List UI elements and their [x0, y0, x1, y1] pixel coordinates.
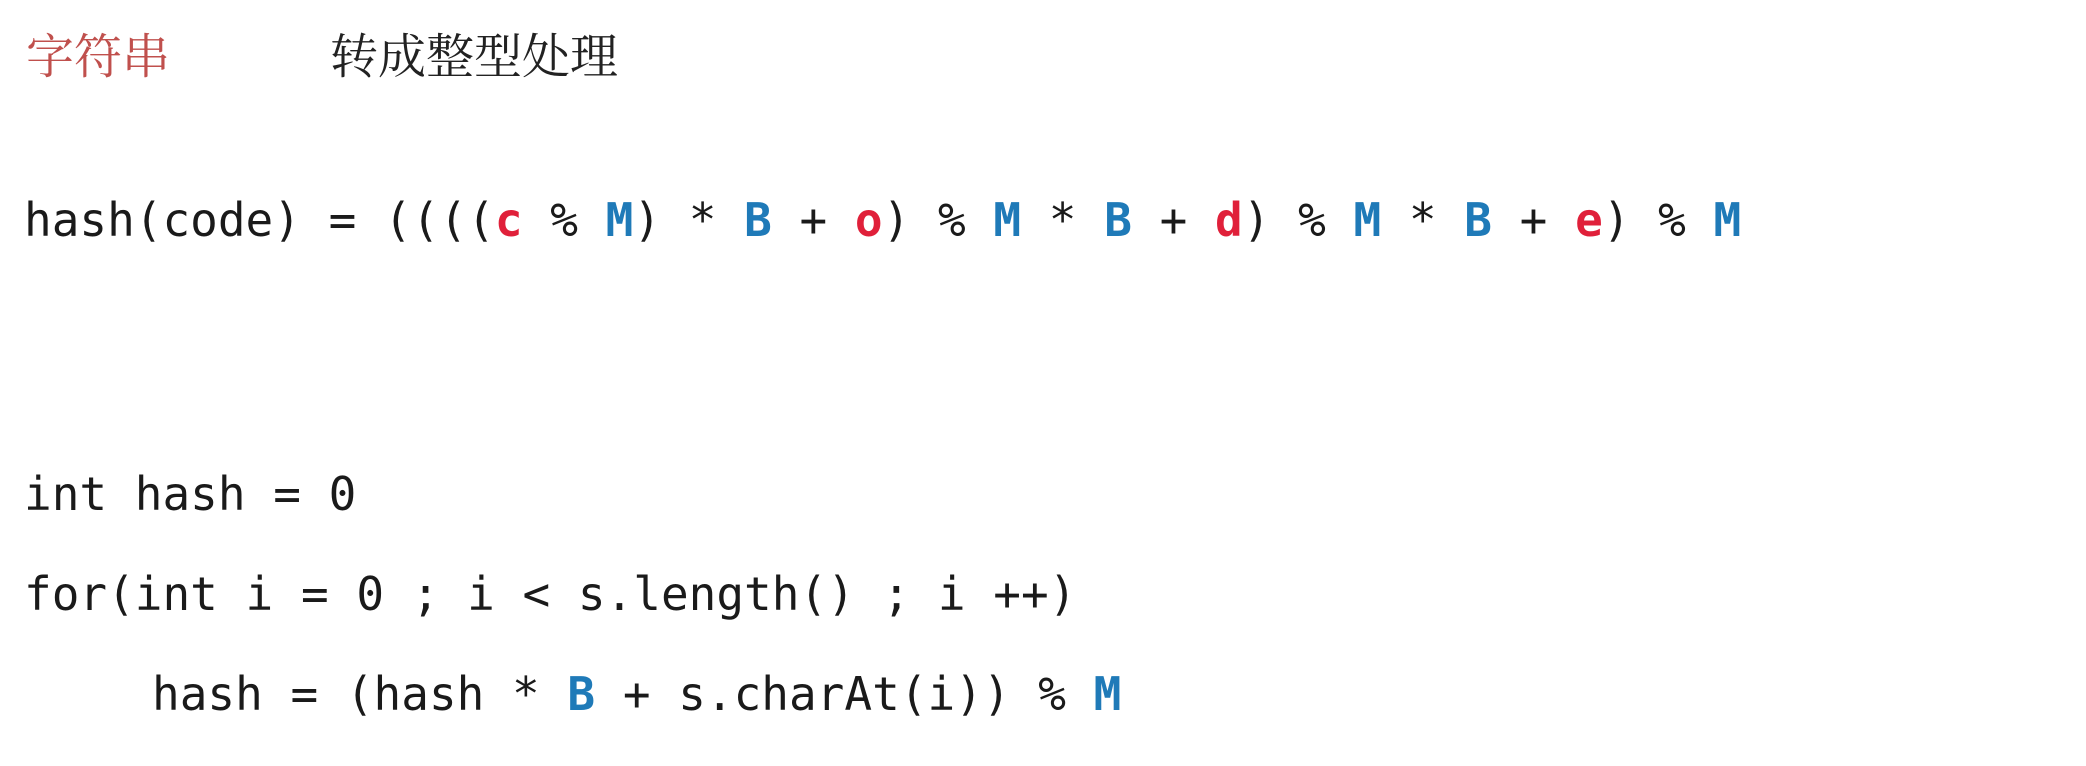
char-o: o [854, 193, 883, 247]
char-c: c [494, 193, 523, 247]
op: % [522, 193, 606, 247]
code-text: + s.charAt(i)) % [595, 667, 1094, 721]
op: * [1021, 193, 1105, 247]
topic-title: 字符串 [26, 29, 171, 85]
const-b: B [1104, 193, 1132, 247]
const-b: B [567, 667, 596, 721]
op: ) * [633, 193, 745, 247]
op: ) % [1602, 193, 1714, 247]
const-b: B [1464, 193, 1492, 247]
op: + [1131, 193, 1215, 247]
op: * [1381, 193, 1465, 247]
subtitle: 转成整型处理 [330, 29, 619, 85]
char-d: d [1214, 193, 1243, 247]
op: + [1491, 193, 1576, 247]
op: ) % [1242, 193, 1354, 247]
const-m: M [1353, 193, 1382, 247]
const-m: M [1713, 193, 1742, 247]
const-m: M [605, 193, 634, 247]
const-m: M [1093, 667, 1122, 721]
op: + [771, 193, 855, 247]
code-text: hash = (hash * [152, 667, 568, 721]
formula-eq: = (((( [300, 193, 495, 247]
code-line-for: for(int i = 0 ; i < s.length() ; i ++) [24, 567, 1077, 621]
formula-lhs: hash(code) [24, 193, 301, 247]
hash-formula [24, 188, 1741, 252]
char-e: e [1575, 193, 1603, 247]
code-line-init: int hash = 0 [24, 467, 357, 521]
const-m: M [993, 193, 1022, 247]
op: ) % [882, 193, 994, 247]
const-b: B [744, 193, 772, 247]
code-line-body [152, 662, 1121, 726]
